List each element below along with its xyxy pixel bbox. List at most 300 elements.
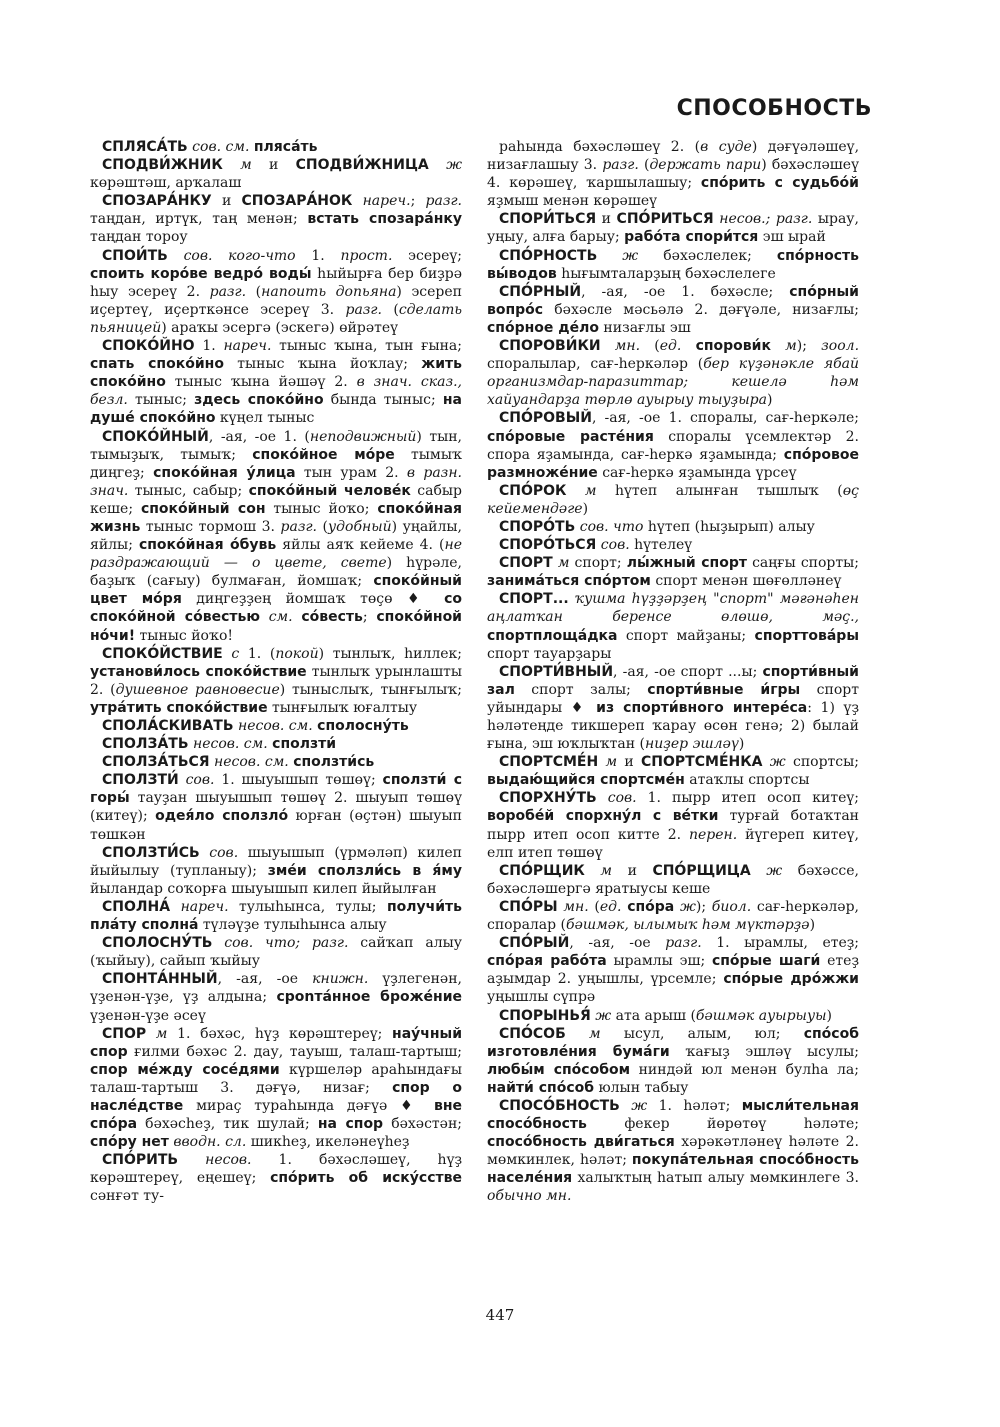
translation-text: 1. пырр итеп осоп китеү;: [636, 790, 859, 807]
translation-text: ысул, алым, юл;: [600, 1025, 804, 1042]
dictionary-entry: [487, 210, 859, 246]
translation-text: тыныс ҡына йәшәү 2.: [165, 374, 357, 391]
grammar-note: бәшмәк ауырыуы: [695, 1007, 827, 1024]
grammar-note: сов.: [596, 537, 630, 554]
example-phrase: спо́рность вы́водов: [487, 247, 859, 282]
translation-text: ) араҡы эсергә (эскегә) өйрәтеү: [161, 319, 399, 336]
example-phrase: спортплоща́дка: [487, 627, 618, 644]
grammar-note: нареч.: [170, 898, 229, 915]
translation-text: спортсы;: [785, 754, 859, 771]
headword: СПОРТ...: [499, 591, 569, 608]
dictionary-entry: [487, 536, 859, 554]
dictionary-entry: [487, 934, 859, 1006]
grammar-note: душевное равновесие: [115, 681, 280, 698]
translation-text: тыныс йоҡо;: [265, 500, 378, 517]
dictionary-entry: [90, 1151, 462, 1205]
headword: СПО́РЩИК: [499, 862, 585, 879]
translation-text: тыныс ҡына, тын ғына;: [271, 338, 462, 355]
example-phrase: споко́йной но́чи!: [90, 609, 462, 644]
example-phrase: споить коро́ве ведро́ воды́: [90, 265, 312, 282]
example-phrase: спор ме́жду сосе́дями: [90, 1061, 280, 1078]
translation-text: һыйырға бер биҙрә һыу эсереү 2.: [90, 265, 462, 300]
translation-text: ;: [362, 609, 377, 626]
grammar-note: сов. что: [575, 518, 644, 535]
translation-text: тын урам 2.: [295, 464, 407, 481]
grammar-note: ед.: [659, 338, 682, 355]
example-phrase: мысли́тельная спосо́бность: [487, 1097, 859, 1133]
translation-text: һығымталарҙың бәхәслелеге: [556, 265, 776, 282]
grammar-note: перен.: [688, 826, 738, 843]
example-phrase: получи́ть пла́ту сполна́: [90, 898, 462, 934]
translation-text: ырамлы эш;: [606, 953, 712, 970]
grammar-note: ниҙер эшләү: [645, 736, 739, 753]
grammar-note: разг.: [345, 301, 382, 318]
translation-text: күршеләр араһындағы талаш-тартыш 3. дәғүә, низағ;: [90, 1061, 462, 1096]
translation-text: бәхәсле мәсьәлә 2. дәғүәле, низағлы;: [543, 301, 859, 318]
translation-text: (: [638, 157, 650, 174]
translation-text: фекер йөрөтөү һәләте;: [586, 1116, 859, 1133]
translation-text: , -ая, -ое 1. (: [208, 428, 310, 445]
headword: СПОРТ: [499, 555, 553, 572]
translation-text: ата арыш (: [611, 1007, 696, 1024]
example-phrase: сполосну́ть: [317, 718, 409, 734]
example-phrase: спорттова́ры: [754, 627, 859, 644]
headword: СПО́РОВЫЙ: [499, 410, 592, 427]
grammar-note: несов.: [178, 1152, 252, 1169]
translation-text: и: [617, 754, 642, 771]
grammar-note: м: [770, 338, 797, 355]
headword: СПОЛА́СКИВАТЬ: [102, 718, 234, 734]
translation-text: һүтеп алынған тышлыҡ (: [596, 482, 843, 499]
translation-text: 1.: [194, 338, 224, 355]
translation-text: үҙлегенән, үҙенән-үҙе, үҙ алдына;: [90, 971, 462, 1006]
headword: СПОДВИ́ЖНИЦА: [295, 157, 429, 174]
translation-text: ) һүрәле, баҙыҡ (сағыу) булмаған, йомшаҡ;: [90, 555, 462, 590]
grammar-note: несов.; разг.: [713, 211, 813, 228]
example-phrase: лы́жный спорт: [626, 555, 747, 572]
translation-text: 1. ырамлы, етеҙ;: [701, 935, 859, 952]
translation-text: саңғы спорты;: [746, 555, 860, 572]
translation-text: мираҫ тураһында дәғүә ♦: [183, 1097, 434, 1114]
grammar-note: покой: [275, 645, 319, 662]
translation-text: : 1) үҙ һәләтеңде тикшереп ҡарау өсөн генә; 2) былай ғына, эш юҡлыҡтан (: [487, 699, 859, 753]
example-phrase: спорти́вный зал: [487, 663, 859, 698]
example-phrase: спо́ровое размноже́ние: [487, 446, 859, 481]
translation-text: спорт залы;: [514, 681, 648, 698]
grammar-note: удобный: [328, 518, 392, 535]
example-phrase: спор о насле́дстве: [90, 1079, 462, 1114]
translation-text: бәхәстән;: [383, 1116, 463, 1133]
translation-text: йүгереп китеү, елп итеп төшөү: [487, 826, 859, 861]
example-phrase: на спор: [317, 1116, 384, 1133]
translation-text: низағлы эш: [598, 319, 691, 336]
grammar-note: разг.: [665, 935, 702, 952]
translation-text: эсереү;: [392, 247, 462, 264]
grammar-note: в разн. знач.: [90, 464, 462, 499]
translation-text: юрған (өҫтән) шыуып төшкән: [90, 808, 462, 843]
translation-text: спорт;: [569, 555, 627, 572]
grammar-note: ж: [619, 1097, 648, 1114]
grammar-note: книжн.: [312, 971, 369, 988]
headword: СПОКО́ЙНЫЙ: [102, 428, 209, 445]
headword: СПОР: [102, 1025, 147, 1042]
grammar-note: биол.: [711, 898, 752, 915]
translation-text: юлын табыу: [594, 1079, 689, 1096]
example-phrase: споко́йный челове́к: [248, 482, 411, 499]
grammar-note: разг.: [425, 193, 462, 210]
translation-text: тынлыҡ урынлашты 2. (: [90, 663, 462, 698]
translation-text: бәхәссе, бәхәсләшергә яратыусы кеше: [487, 862, 860, 897]
grammar-note: сов.: [596, 790, 637, 807]
translation-text: споралы үсемлектәр 2. спора яҙамында, сағ-һеркә яҙамында;: [487, 428, 860, 463]
dictionary-entry: [487, 337, 859, 409]
grammar-note: м: [584, 862, 613, 879]
translation-text: ) уңайлы, яйлы;: [90, 518, 462, 554]
translation-text: бында тыныс;: [323, 392, 443, 409]
translation-text: ырау, уңыу, алға барыу;: [487, 211, 859, 246]
grammar-note: ж: [597, 247, 639, 264]
headword: СПОРЫНЬЯ́: [499, 1007, 591, 1024]
example-phrase: рабо́та спори́тся: [624, 229, 759, 246]
dictionary-entry: [90, 753, 462, 771]
translation-text: (: [381, 301, 399, 318]
example-phrase: споко́йная жизнь: [90, 500, 462, 535]
grammar-note: ж: [428, 157, 462, 174]
example-phrase: спо́рный вопро́с: [487, 283, 859, 318]
translation-text: , -ая, -ое 1. споралы, сағ-һеркәле;: [591, 410, 859, 427]
example-phrase: здесь споко́йно: [194, 392, 324, 409]
dictionary-entry: [487, 862, 859, 898]
translation-text: һүтелеү: [629, 537, 693, 554]
grammar-note: ҡушма һүҙҙәрҙең "спорт" мәғәнәһен аңлатҡан беренсе өлөшө, мәҫ.,: [487, 591, 859, 626]
translation-text: ): [766, 392, 773, 409]
example-phrase: спо́рые шаги́: [711, 953, 821, 970]
dictionary-entry: [487, 1097, 859, 1206]
headword: СПЛЯСА́ТЬ: [102, 139, 188, 155]
dictionary-entry: [90, 156, 462, 192]
grammar-note: напоить допьяна: [261, 283, 397, 300]
example-phrase: занима́ться спо́ртом: [487, 573, 651, 590]
translation-text: );: [695, 898, 712, 915]
example-phrase: утра́тить споко́йствие: [90, 699, 268, 716]
translation-text: диңгеҙҙең йомшаҡ төҫө ♦: [181, 591, 445, 608]
example-phrase: покупа́тельная спосо́бность населе́ния: [487, 1152, 860, 1187]
headword: СПОКО́ЙНО: [102, 338, 195, 355]
grammar-note: неподвижный: [309, 428, 417, 445]
example-phrase: спать споко́йно: [90, 356, 224, 373]
example-phrase: любы́м спо́собом: [487, 1061, 631, 1078]
dictionary-entry: [90, 138, 462, 156]
translation-text: , -ая, -ое: [569, 935, 666, 952]
dictionary-entry: [487, 663, 859, 753]
dictionary-entry: [90, 735, 462, 753]
translation-text: таңдан, иртүк, таң менән;: [90, 211, 308, 228]
example-phrase: со́весть: [301, 609, 363, 626]
translation-text: спорт уйындары ♦: [487, 681, 859, 716]
dictionary-entry: [487, 518, 859, 536]
headword: СПОРТСМЕ́Н: [499, 754, 599, 771]
translation-text: бәхәсһеҙ, тик шулай;: [137, 1116, 318, 1133]
dictionary-entry: [90, 428, 462, 645]
translation-text: 1. шыуышып төшөү;: [214, 772, 383, 789]
grammar-note: нареч.: [223, 338, 272, 355]
headword: СПО́РЫ: [499, 898, 558, 915]
translation-text: ): [826, 1007, 832, 1024]
translation-text: ) тынлыҡ, һиллек;: [318, 645, 462, 662]
dictionary-entry: [90, 771, 462, 843]
translation-text: һүтеп (һыҙырып) алыу: [643, 518, 815, 535]
translation-text: , -ая, -ое спорт ...ы;: [613, 663, 763, 680]
translation-text: таңдан тороу: [90, 229, 188, 246]
translation-text: 1. бәхәсләшеү, һүҙ көрәштереү, еңешеү;: [90, 1152, 462, 1187]
example-phrase: спо́ру нет: [90, 1134, 169, 1151]
example-phrase: спо́ра: [627, 898, 675, 915]
headword: СПО́РИТЬСЯ: [616, 211, 714, 228]
left-column: [90, 138, 462, 1206]
grammar-note: нареч.: [352, 193, 411, 210]
translation-text: бәхәслелек;: [638, 247, 777, 264]
headword: СПО́РОК: [499, 482, 567, 499]
translation-text: тыныс, сабыр;: [128, 482, 249, 499]
example-phrase: вне спо́ра: [90, 1097, 462, 1133]
example-phrase: споко́йная у́лица: [153, 464, 296, 481]
translation-text: , -ая, -ое: [217, 971, 313, 988]
translation-text: яйлы аяҡ кейеме 4. (: [276, 537, 445, 554]
example-phrase: спо́рые дро́жжи: [723, 971, 859, 988]
example-phrase: сползти́ с горы́: [90, 772, 462, 807]
translation-text: көрәштәш, арҡалаш: [90, 175, 242, 192]
translation-text: үҙенән-үҙе әсеү: [90, 1007, 206, 1024]
grammar-note: см.: [259, 609, 302, 626]
translation-text: тымыҡ диңгеҙ;: [90, 446, 462, 481]
translation-text: халыҡтың һатып алыу мөмкинлеге 3.: [572, 1170, 859, 1187]
translation-text: тыныс тормош 3.: [140, 518, 281, 535]
translation-text: ) дәғүәләшеү, низағлашыу 3.: [487, 139, 860, 174]
grammar-note: несов. см.: [209, 754, 294, 771]
example-phrase: спорти́вные и́гры: [647, 681, 801, 698]
grammar-note: в суде: [700, 139, 752, 155]
headword: СПОРИ́ТЬСЯ: [499, 211, 597, 228]
translation-text: етеҙ аҙымдар 2. уңышлы, үрсемле;: [487, 953, 859, 988]
example-phrase: споко́йное мо́ре: [252, 446, 395, 463]
translation-text: [681, 338, 695, 354]
translation-text: яҙмыш менән көрәшеү: [487, 193, 658, 210]
example-phrase: сponта́нное броже́ние: [276, 989, 463, 1006]
headword: СПОЛЗА́ТЬ: [102, 736, 189, 753]
example-phrase: споко́йный цвет мо́ря: [90, 573, 462, 608]
grammar-note: м: [222, 157, 269, 174]
translation-text: хәрәкәтләнеү һәләте 2. мөмкинлек, һәләт;: [487, 1134, 859, 1169]
running-head: СПОСОБНОСТЬ: [676, 96, 872, 121]
translation-text: 1. бәхәс, һүҙ көрәштереү;: [167, 1025, 393, 1042]
grammar-note: зоол.: [821, 338, 860, 355]
headword: СПО́РНЫЙ: [499, 283, 582, 300]
grammar-note: в знач. сказ., безл.: [90, 374, 463, 409]
translation-text: ): [809, 917, 816, 934]
translation-text: спорт тауарҙары: [487, 645, 612, 662]
translation-text: тыныс;: [127, 392, 195, 409]
grammar-note: м: [565, 1025, 601, 1042]
example-phrase: спо́рное де́ло: [487, 319, 599, 336]
translation-text: ҡағыҙ эшләү ысулы;: [669, 1043, 859, 1060]
dictionary-entry: [90, 898, 462, 934]
grammar-note: м: [598, 754, 618, 771]
translation-text: уңышлы сүпрә: [487, 989, 596, 1006]
example-phrase: сползти́: [272, 736, 337, 753]
translation-text: тулыһынса, тулы;: [228, 898, 387, 915]
headword: СПОРО́ТЬСЯ: [499, 537, 597, 554]
headword: СПО́РИТЬ: [102, 1152, 179, 1169]
translation-text: эш ырай: [758, 229, 826, 246]
example-phrase: одея́ло сползло́: [155, 808, 289, 825]
grammar-note: разг.: [209, 283, 247, 300]
grammar-note: сов.: [199, 844, 239, 861]
headword: СПОЛЗТИ́: [102, 772, 179, 789]
grammar-note: не раздражающий — о цвете, свете: [90, 537, 463, 572]
dictionary-entry: [90, 844, 462, 898]
translation-text: ): [582, 500, 589, 517]
translation-text: түләүҙе тулыһынса алыу: [198, 917, 387, 934]
example-phrase: зме́и сползли́сь в я́му: [267, 862, 462, 879]
translation-text: , -ая, -ое 1. бәхәсле;: [581, 283, 790, 300]
grammar-note: ед.: [599, 898, 622, 915]
grammar-note: сделать пьяницей: [90, 301, 462, 336]
translation-text: 1. (: [239, 645, 276, 662]
headword: СПО́РЫЙ: [499, 935, 570, 952]
example-phrase: на душе́ споко́йно: [90, 392, 462, 427]
grammar-note: с: [222, 645, 240, 662]
headword: СПОЛЗА́ТЬСЯ: [102, 754, 210, 771]
translation-text: тыныс йоҡо!: [135, 627, 234, 644]
dictionary-entry: [487, 283, 859, 337]
dictionary-entry: [90, 717, 462, 735]
headword: СПОКО́ЙСТВИЕ: [102, 645, 223, 662]
grammar-note: вводн. сл.: [168, 1134, 247, 1151]
dictionary-entry: [487, 247, 859, 283]
dictionary-entry: [487, 482, 859, 518]
headword: СПОРТИ́ВНЫЙ: [499, 663, 614, 680]
translation-text: ): [738, 736, 745, 753]
dictionary-entry: [90, 934, 462, 970]
translation-text: споралылар, сағ-һеркәләр (: [487, 356, 704, 373]
example-phrase: сползти́сь: [293, 754, 375, 771]
example-phrase: спо́рить об иску́сстве: [270, 1170, 462, 1187]
grammar-note: обычно мн.: [487, 1188, 572, 1205]
headword: СПОЗАРА́НОК: [241, 193, 353, 210]
grammar-note: м: [552, 555, 570, 572]
dictionary-entry: [487, 554, 859, 590]
example-phrase: споко́йный сон: [140, 500, 266, 517]
translation-text: тауҙан шыуышып төшөү 2. шыуып төшөү (китеү);: [90, 790, 462, 825]
translation-text: ) тыныслыҡ, тынғылыҡ;: [279, 681, 462, 698]
page-number: 447: [485, 1306, 515, 1324]
translation-text: шикһеҙ, икеләнеүһеҙ: [246, 1134, 410, 1151]
grammar-note: м: [146, 1025, 168, 1042]
translation-text: сабыр кеше;: [90, 482, 462, 517]
grammar-note: бер күҙәнәкле ябай организмдар-паразиттар; кешелә һәм хайуандарҙа төрлө ауырыу тыуҙыра: [487, 356, 859, 409]
translation-text: сағ-һеркәләр, споралар (: [487, 898, 860, 934]
translation-text: турғай ботаҡтан пырр итеп осоп китте 2.: [487, 808, 859, 843]
grammar-note: мн.: [557, 898, 589, 915]
translation-text: ниндәй юл менән булһа ла;: [630, 1061, 859, 1078]
grammar-note: сов. что; разг.: [212, 935, 349, 952]
headword: СПОЛЗТИ́СЬ: [102, 844, 200, 861]
dictionary-entry: [90, 192, 462, 246]
grammar-note: ж: [750, 862, 783, 879]
grammar-note: несов. см.: [233, 718, 318, 734]
dictionary-entry: [90, 337, 462, 427]
grammar-note: несов. см.: [188, 736, 273, 753]
translation-text: 1. һәләт;: [647, 1097, 742, 1114]
example-phrase: спо́ровые расте́ния: [487, 428, 654, 445]
headword: СПО́СОБ: [499, 1025, 566, 1042]
translation-text: тынғылыҡ юғалтыу: [267, 699, 418, 716]
headword: СПОЛНА́: [102, 898, 171, 915]
grammar-note: өҫ кейемендәге: [487, 482, 859, 517]
translation-text: ғилми бәхәс 2. дау, тауыш, талаш-тартыш;: [127, 1043, 462, 1060]
translation-text: ) эсереп иҫертеү, иҫерткәнсе эсереү 3.: [90, 283, 463, 318]
example-phrase: спосо́бность дви́гаться: [487, 1134, 675, 1151]
translation-text: шыуышып (үрмәләп) килеп йыйылыу (тупланыу);: [90, 844, 462, 879]
translation-text: и: [268, 157, 296, 174]
example-phrase: спо́соб изготовле́ния бума́ги: [487, 1025, 859, 1060]
headword: СПО́РНОСТЬ: [499, 247, 598, 264]
grammar-note: сов. кого-что: [167, 247, 296, 264]
grammar-note: бәшмәк, ылымыҡ һәм мүктәрҙә: [566, 917, 810, 934]
dictionary-entry: [487, 409, 859, 481]
example-phrase: встать спозара́нку: [307, 211, 462, 228]
dictionary-entry: [90, 1025, 462, 1152]
example-phrase: из спорти́вного интере́са: [596, 699, 808, 716]
dictionary-entry: [487, 753, 859, 789]
translation-text: ;: [410, 193, 426, 210]
translation-text: тыныс ҡына йоҡлау;: [223, 356, 422, 373]
example-phrase: спо́рая рабо́та: [487, 953, 607, 970]
dictionary-entry: [487, 1025, 859, 1097]
translation-text: ) бәхәсләшеү 4. көрәшеү, ҡаршылашыу;: [487, 157, 859, 192]
grammar-note: сов. см.: [187, 139, 254, 155]
example-phrase: нау́чный спор: [90, 1025, 463, 1060]
grammar-note: прост.: [340, 247, 393, 264]
translation-text: атаҡлы спортсы: [684, 772, 810, 789]
translation-text: );: [796, 338, 822, 355]
dictionary-entry: [90, 247, 462, 337]
translation-text: сайҡап алыу (ҡыйыу), сайып ҡыйыу: [90, 935, 462, 970]
example-phrase: спо́рить с судьбо́й: [700, 175, 859, 192]
translation-text: (: [246, 283, 262, 300]
translation-text: сағ-һеркә яҙамында үрсеү: [597, 464, 797, 481]
translation-text: 1.: [295, 247, 341, 264]
translation-text: спорт майҙаны;: [617, 627, 755, 644]
grammar-note: ж: [674, 898, 696, 915]
example-phrase: споко́йная о́бувь: [138, 537, 277, 554]
headword: СПО́РЩИЦА: [652, 862, 751, 879]
translation-text: и: [612, 862, 653, 879]
grammar-note: ж: [762, 754, 786, 771]
dictionary-entry: [487, 898, 859, 934]
dictionary-entry: [487, 1007, 859, 1025]
example-phrase: найти́ спо́соб: [487, 1079, 595, 1096]
example-phrase: установи́лось споко́йствие: [90, 663, 307, 680]
headword: СПОРОВИ́КИ: [499, 338, 601, 355]
translation-text: раһында бәхәсләшеү 2. (: [499, 139, 701, 155]
dictionary-entry: [487, 590, 859, 662]
translation-text: (: [588, 898, 600, 915]
grammar-note: м: [566, 482, 597, 499]
headword: СПОРХНУ́ТЬ: [499, 790, 597, 807]
translation-text: сәнғәт ту-: [90, 1188, 164, 1205]
translation-text: ) тын, тымыҙыҡ, тымыҡ;: [90, 428, 462, 463]
